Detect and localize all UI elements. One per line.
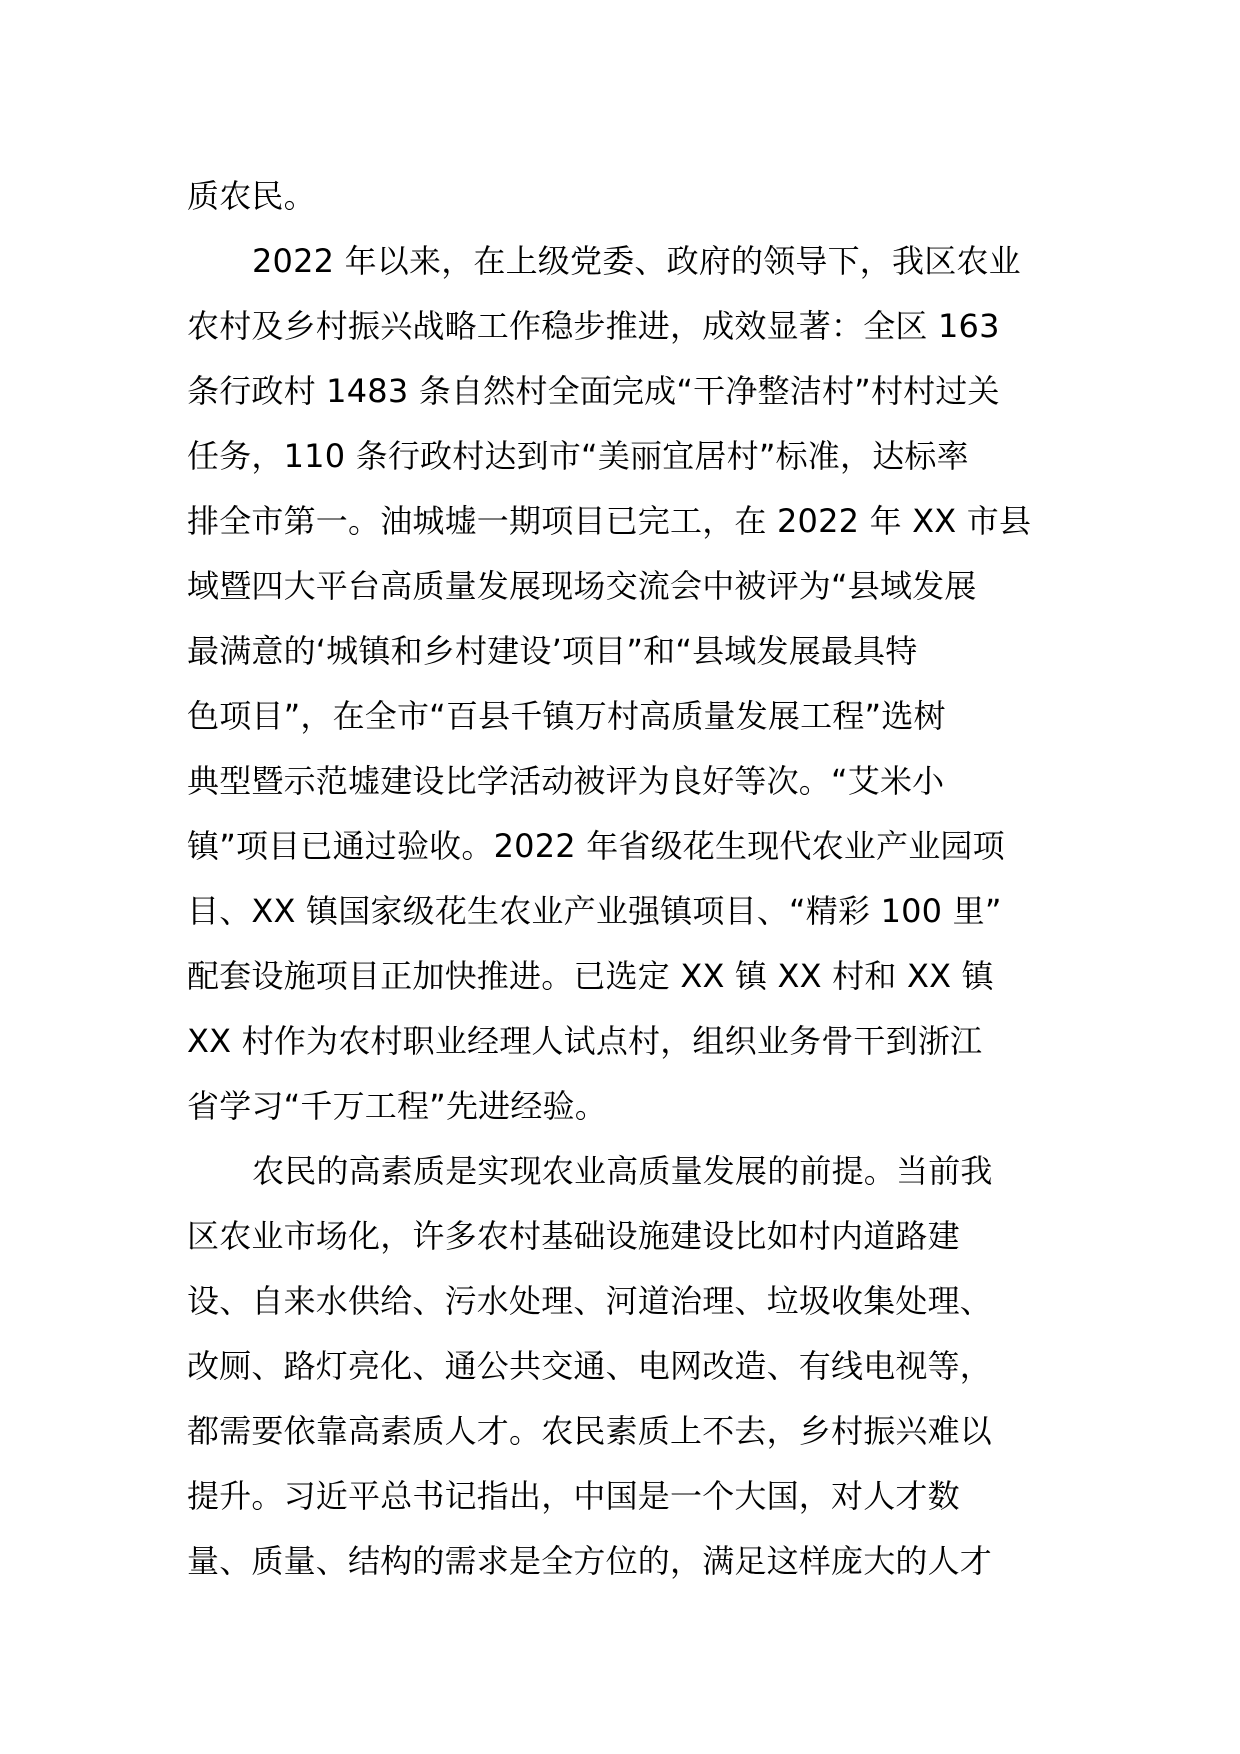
text-line: 镇”项目已通过验收。2022 年省级花生现代农业产业园项 bbox=[187, 827, 1005, 865]
text-line: 排全市第一。油城墟一期项目已完工，在 2022 年 XX 市县 bbox=[187, 502, 1032, 540]
document-body bbox=[187, 172, 1067, 1602]
text-line: 目、XX 镇国家级花生农业产业强镇项目、“精彩 100 里” bbox=[187, 892, 1002, 930]
text-line: 提升。习近平总书记指出，中国是一个大国，对人才数 bbox=[187, 1477, 960, 1515]
text-line: 设、自来水供给、污水处理、河道治理、垃圾收集处理、 bbox=[187, 1282, 993, 1320]
text-line: 任务，110 条行政村达到市“美丽宜居村”标准，达标率 bbox=[187, 437, 969, 475]
text-line: 配套设施项目正加快推进。已选定 XX 镇 XX 村和 XX 镇 bbox=[187, 957, 994, 995]
text-line: 省学习“千万工程”先进经验。 bbox=[187, 1087, 607, 1125]
text-line: 农村及乡村振兴战略工作稳步推进，成效显著：全区 163 bbox=[187, 307, 1000, 345]
text-line: 都需要依靠高素质人才。农民素质上不去，乡村振兴难以 bbox=[187, 1412, 993, 1450]
text-line: 典型暨示范墟建设比学活动被评为良好等次。“艾米小 bbox=[187, 762, 945, 800]
text-line: 色项目”，在全市“百县千镇万村高质量发展工程”选树 bbox=[187, 697, 946, 735]
text-line: 质农民。 bbox=[187, 177, 316, 215]
text-line: 域暨四大平台高质量发展现场交流会中被评为“县域发展 bbox=[187, 567, 977, 605]
text-line: XX 村作为农村职业经理人试点村，组织业务骨干到浙江 bbox=[187, 1022, 983, 1060]
paragraph-first-line: 2022 年以来，在上级党委、政府的领导下，我区农业 bbox=[252, 242, 1021, 280]
text-line: 改厕、路灯亮化、通公共交通、电网改造、有线电视等， bbox=[187, 1347, 993, 1385]
text-line: 量、质量、结构的需求是全方位的，满足这样庞大的人才 bbox=[187, 1542, 993, 1580]
text-line: 最满意的‘城镇和乡村建设’项目”和“县域发展最具特 bbox=[187, 632, 918, 670]
text-line: 区农业市场化，许多农村基础设施建设比如村内道路建 bbox=[187, 1217, 960, 1255]
paragraph-first-line: 农民的高素质是实现农业高质量发展的前提。当前我 bbox=[252, 1152, 993, 1190]
text-line: 条行政村 1483 条自然村全面完成“干净整洁村”村村过关 bbox=[187, 372, 1000, 410]
